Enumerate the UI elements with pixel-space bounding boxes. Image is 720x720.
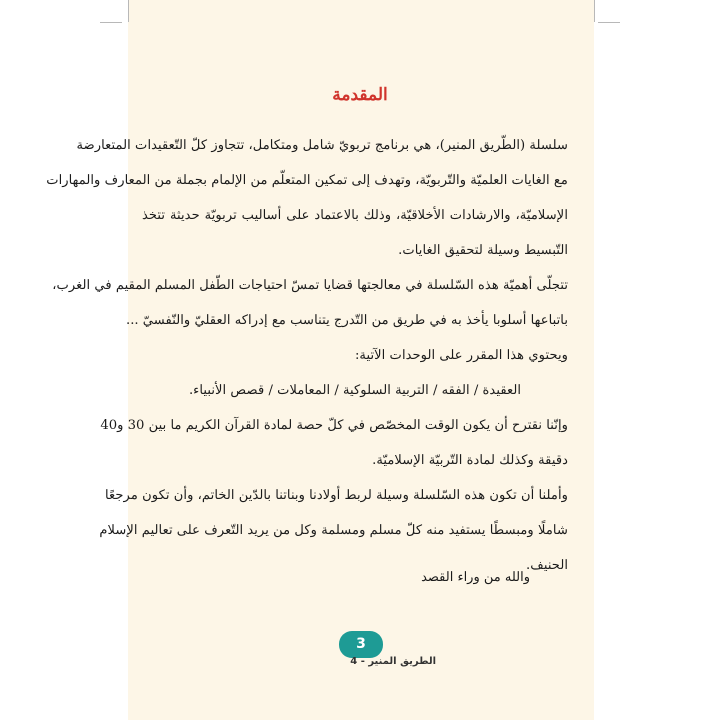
text-line: تتجلّى أهميّة هذه السّلسلة في معالجتها قضايا تمسّ احتياجات الطّفل المسلم المقيم في الغرب، xyxy=(52,278,568,293)
text-line: التّبسيط وسيلة لتحقيق الغايات. xyxy=(398,243,568,258)
footer-book-title: الطريق المنير - 4 xyxy=(350,656,436,667)
crop-mark xyxy=(598,22,620,23)
page-number-badge: 3 xyxy=(339,631,383,658)
introduction-text xyxy=(46,128,568,583)
text-line: الإسلاميّة، والارشادات الأخلاقيّة، وذلك بالاعتماد على أساليب تربويّة حديثة تتخذ xyxy=(142,208,568,223)
text-line: مع الغايات العلميّة والتّربويّة، وتهدف إلى تمكين المتعلّم من الإلمام بجملة من المعارف والمهارات xyxy=(46,173,568,188)
crop-mark xyxy=(594,0,595,22)
text-line: وأملنا أن تكون هذه السّلسلة وسيلة لربط أولادنا وبناتنا بالدّين الخاتم، وأن تكون مرجعًا xyxy=(105,488,568,503)
closing-phrase: والله من وراء القصد xyxy=(421,570,530,585)
text-line: شاملًا ومبسطًا يستفيد منه كلّ مسلم ومسلمة وكل من يريد التّعرف على تعاليم الإسلام xyxy=(99,523,568,538)
text-line: وإنّنا نقترح أن يكون الوقت المخصّص في كلّ حصة لمادة القرآن الكريم ما بين 30 و40 xyxy=(100,418,568,433)
crop-mark xyxy=(128,0,129,22)
text-line: العقيدة / الفقه / التربية السلوكية / المعاملات / قصص الأنبياء. xyxy=(188,383,522,398)
text-line: سلسلة (الطّريق المنير)، هي برنامج تربويّ شامل ومتكامل، تتجاوز كلّ التّعقيدات المتعارضة xyxy=(76,138,568,153)
crop-mark xyxy=(100,22,122,23)
text-line: باتباعها أسلوبا يأخذ به في طريق من التّدرج يتناسب مع إدراكه العقليّ والنّفسيّ ... xyxy=(126,313,568,328)
page-title: المقدمة xyxy=(332,85,388,105)
text-line: ويحتوي هذا المقرر على الوحدات الآتية: xyxy=(354,348,568,363)
text-line: الحنيف. xyxy=(526,558,568,573)
text-line: دقيقة وكذلك لمادة التّربيّة الإسلاميّة. xyxy=(372,453,568,468)
